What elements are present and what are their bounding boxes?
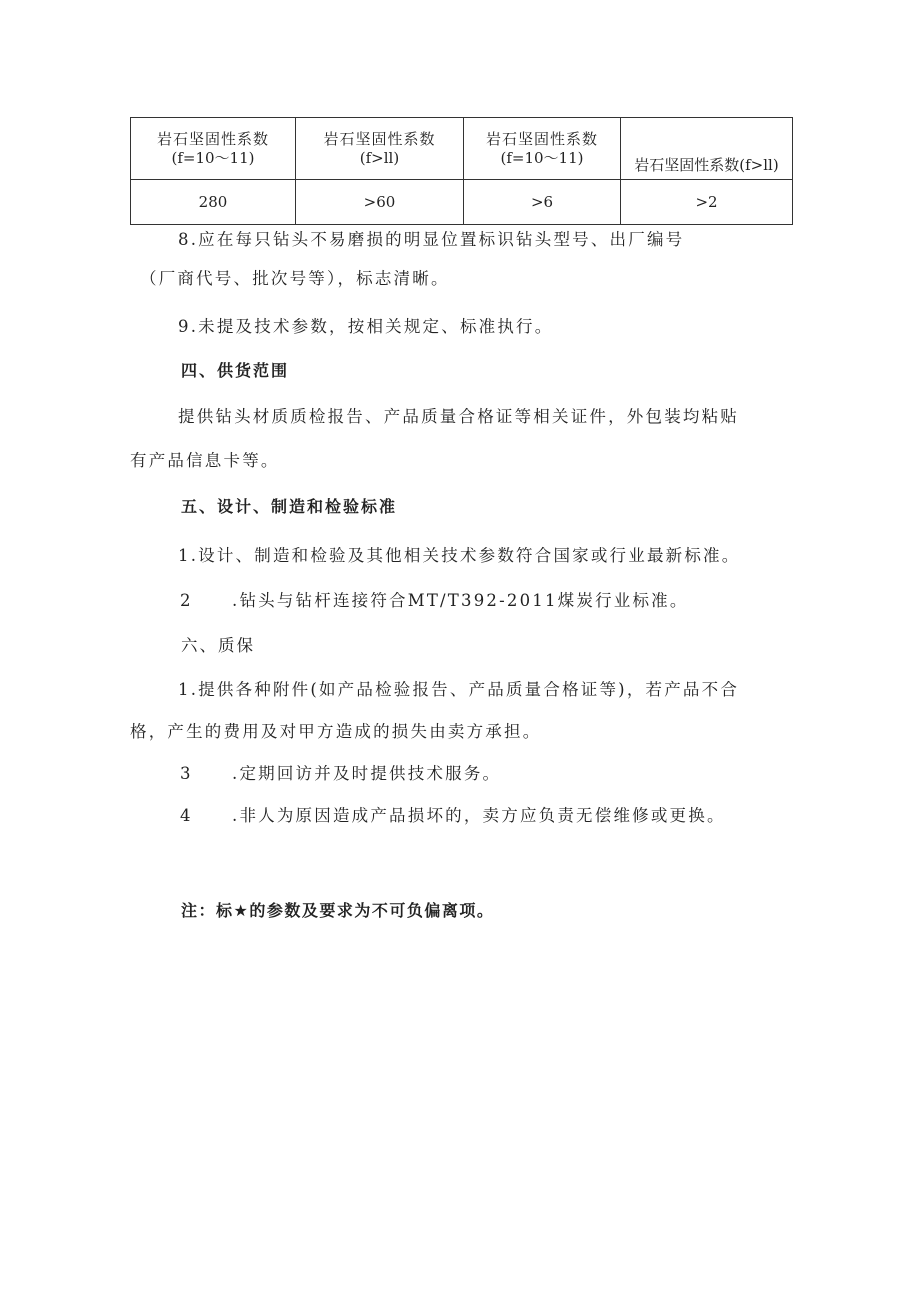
table-header-row	[131, 118, 793, 180]
header-range: (f=10～11)	[171, 148, 255, 167]
header-label: 岩石坚固性系数	[485, 129, 598, 148]
section-4-heading: 四、供货范围	[181, 361, 290, 380]
section-6-item-3	[180, 760, 501, 784]
item-number: 2	[180, 591, 193, 610]
item-text: .定期回访并及时提供技术服务。	[232, 764, 502, 783]
item-8-line-2: （厂商代号、批次号等），标志清晰。	[140, 269, 450, 288]
rock-hardness-table	[130, 117, 793, 225]
item-text: .非人为原因造成产品损坏的，卖方应负责无偿维修或更换。	[232, 806, 726, 825]
section-5-item-1: 1.设计、制造和检验及其他相关技术参数符合国家或行业最新标准。	[178, 546, 741, 565]
header-label: 岩石坚固性系数	[156, 129, 269, 148]
table-value-cell: 280	[131, 180, 296, 225]
table-value-cell: >6	[464, 180, 621, 225]
section-6-item-1-line-2: 格，产生的费用及对甲方造成的损失由卖方承担。	[130, 722, 542, 741]
header-label: 岩石坚固性系数	[323, 129, 436, 148]
section-6-item-1-line-1: 1.提供各种附件(如产品检验报告、产品质量合格证等)，若产品不合	[178, 680, 740, 699]
item-text: .钻头与钻杆连接符合MT/T392-2011煤炭行业标准。	[232, 591, 689, 610]
header-label: 岩石坚固性系数(f>ll)	[634, 156, 779, 174]
table-header-cell	[131, 118, 296, 180]
header-range: (f=10～11)	[500, 148, 584, 167]
table-header-cell	[621, 118, 793, 180]
header-range: (f>ll)	[359, 148, 400, 167]
table-header-cell	[296, 118, 464, 180]
deviation-note: 注：标★的参数及要求为不可负偏离项。	[181, 901, 495, 920]
table-value-row	[131, 180, 793, 225]
item-number: 3	[180, 764, 193, 783]
section-4-para-line-1: 提供钻头材质质检报告、产品质量合格证等相关证件，外包装均粘贴	[178, 407, 739, 426]
item-number: 4	[180, 806, 193, 825]
item-8-line-1: 8.应在每只钻头不易磨损的明显位置标识钻头型号、出厂编号	[178, 230, 685, 249]
table-header-cell	[464, 118, 621, 180]
table-value-cell: >60	[296, 180, 464, 225]
table-value-cell: >2	[621, 180, 793, 225]
section-6-item-4	[180, 802, 726, 826]
section-6-heading: 六、质保	[181, 636, 255, 655]
section-4-para-line-2: 有产品信息卡等。	[130, 451, 280, 470]
section-5-item-2	[180, 587, 689, 611]
section-5-heading: 五、设计、制造和检验标准	[181, 497, 398, 516]
item-9: 9.未提及技术参数，按相关规定、标准执行。	[178, 317, 554, 336]
